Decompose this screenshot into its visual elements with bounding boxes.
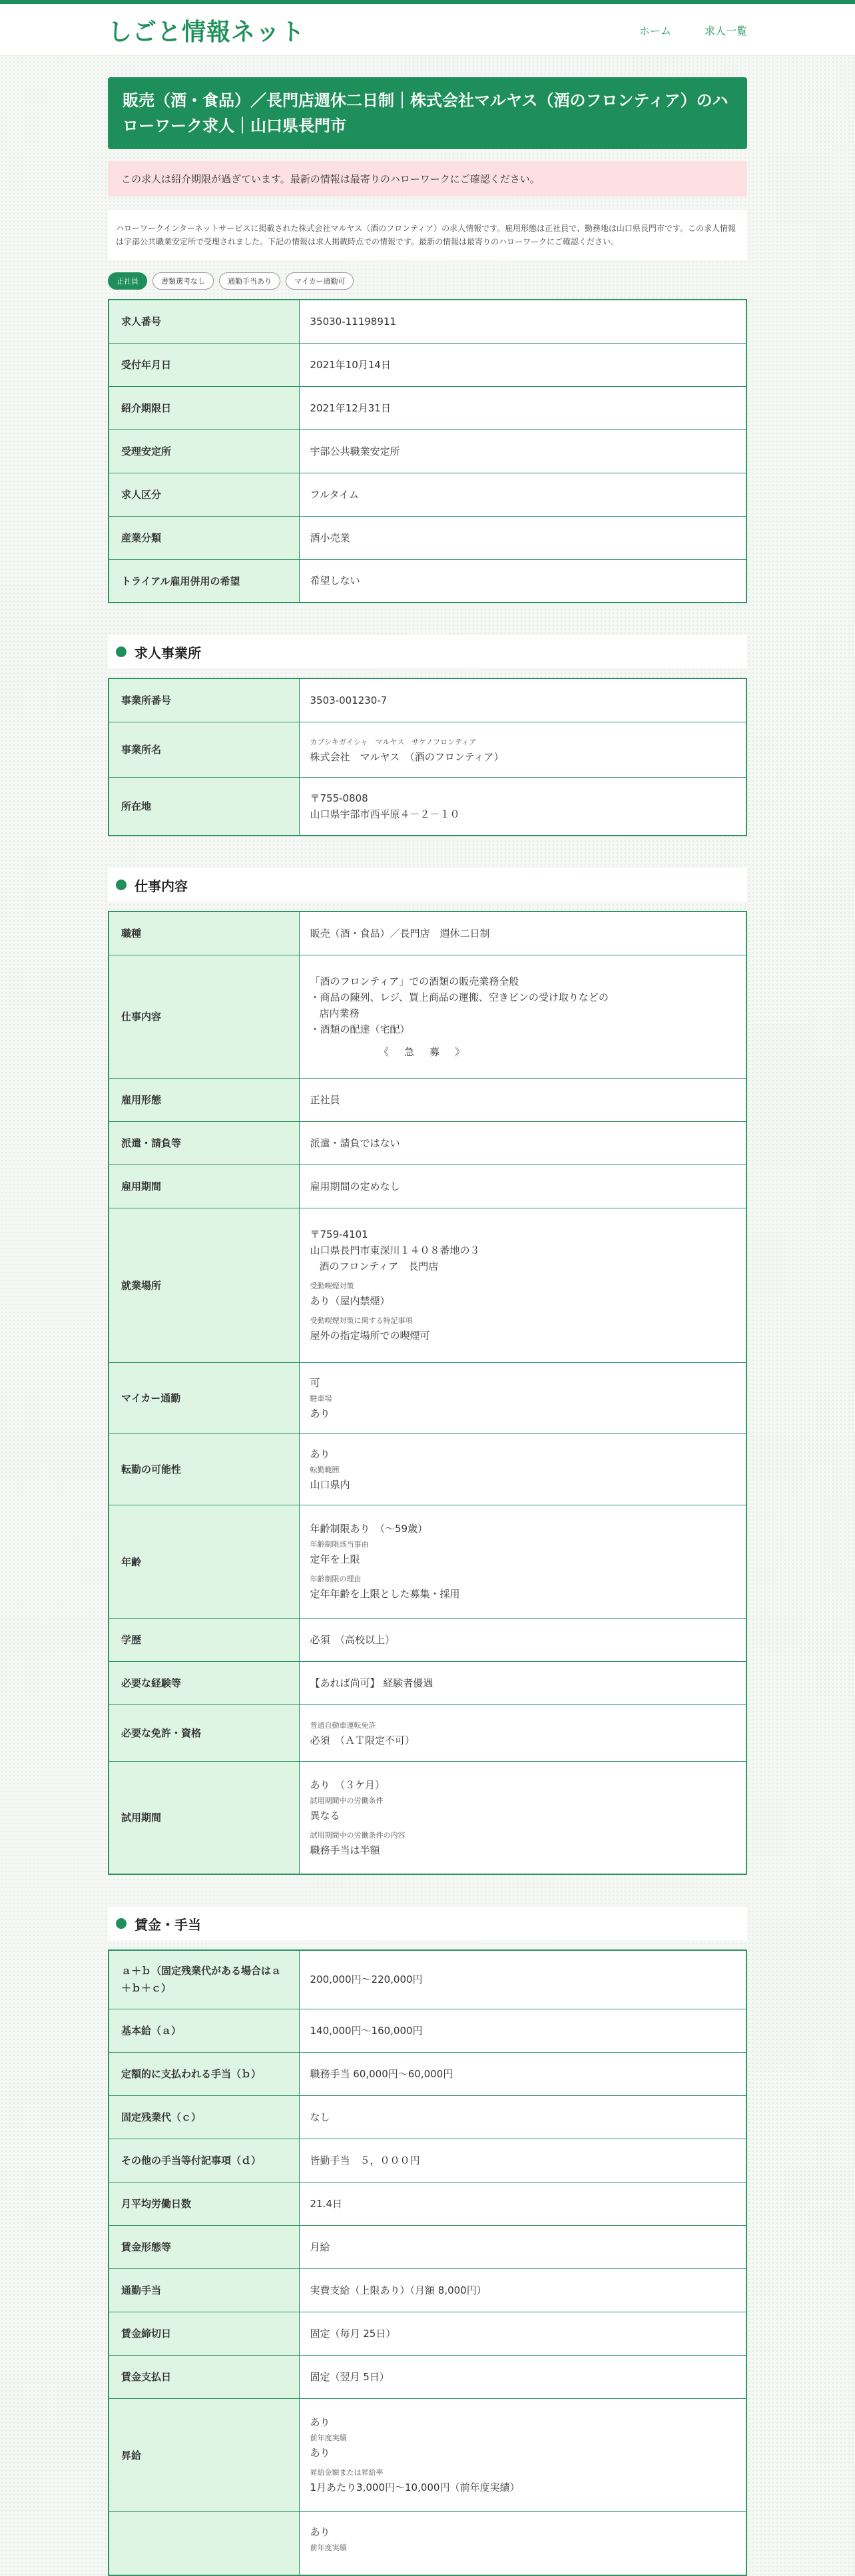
smoking-policy: あり（屋内禁煙） <box>310 1295 390 1307</box>
row-label: トライアル雇用併用の希望 <box>109 559 299 603</box>
table-row <box>109 1121 746 1164</box>
table-row <box>109 2139 746 2182</box>
row-label: 通勤手当 <box>109 2268 299 2312</box>
field-sublabel: 転勤範囲 <box>310 1465 340 1474</box>
age-why: 定年年齢を上限とした募集・採用 <box>310 1588 460 1600</box>
row-label: 派遣・請負等 <box>109 1121 299 1164</box>
workplace-address: 山口県長門市東深川１４０８番地の３ <box>310 1244 480 1256</box>
row-label: 産業分類 <box>109 516 299 559</box>
expired-notice: この求人は紹介期限が過ぎています。最新の情報は最寄りのハローワークにご確認ください。 <box>108 161 747 196</box>
row-value: 実費支給（上限あり）（月額 8,000円） <box>299 2268 746 2312</box>
row-label: 雇用形態 <box>109 1078 299 1121</box>
table-row <box>109 955 746 1078</box>
row-value: なし <box>299 2095 746 2139</box>
table-row <box>109 1078 746 1121</box>
table-row <box>109 722 746 777</box>
row-label: 事業所番号 <box>109 678 299 722</box>
field-sublabel: 試用期間中の労働条件の内容 <box>310 1830 406 1840</box>
table-row <box>109 1704 746 1761</box>
row-label <box>109 2511 299 2575</box>
office-section-heading <box>108 635 747 668</box>
field-sublabel: 試用期間中の労働条件 <box>310 1796 384 1805</box>
table-row <box>109 473 746 516</box>
row-label: 賃金支払日 <box>109 2355 299 2398</box>
trial-condition: 異なる <box>310 1809 340 1822</box>
page-title: 販売（酒・食品）／長門店週休二日制｜株式会社マルヤス（酒のフロンティア）のハローワーク求人｜山口県長門市 <box>108 77 747 149</box>
row-value: 雇用期間の定めなし <box>299 1164 746 1208</box>
intro-text: ハローワークインターネットサービスに掲載された株式会社マルヤス（酒のフロンティア）の求人情報です。雇用形態は正社員で、勤務地は山口県長門市です。この求人情報は宇部公共職業安定所で受理されました。下記の情報は求人掲載時点での情報です。最新の情報は最寄りのハローワークにご確認ください。 <box>108 210 747 260</box>
trial-detail: 職務手当は半額 <box>310 1844 380 1856</box>
row-label: 事業所名 <box>109 722 299 777</box>
table-row <box>109 2182 746 2225</box>
row-value: 2021年12月31日 <box>299 386 746 429</box>
workplace-zip: 〒759-4101 <box>310 1228 368 1240</box>
tag-list <box>108 272 747 290</box>
table-row <box>109 1505 746 1618</box>
table-row <box>109 911 746 955</box>
transfer-value: あり <box>310 1447 330 1460</box>
parking-value: あり <box>310 1407 330 1419</box>
tag-no-screening: 書類選考なし <box>152 272 214 290</box>
row-label: マイカー通勤 <box>109 1362 299 1433</box>
work-table <box>108 911 747 1875</box>
bonus-value: あり <box>310 2525 330 2538</box>
trial-cell <box>299 1761 746 1874</box>
field-sublabel: 年齢制限の理由 <box>310 1575 362 1583</box>
table-row <box>109 559 746 603</box>
row-value: 200,000円〜220,000円 <box>299 1950 746 2009</box>
field-sublabel: 年齢制限該当事由 <box>310 1540 369 1549</box>
office-name: 株式会社 マルヤス （酒のフロンティア） <box>310 750 504 763</box>
raise-previous: あり <box>310 2447 330 2459</box>
table-row <box>109 386 746 429</box>
table-row <box>109 343 746 386</box>
table-row <box>109 429 746 473</box>
row-label: 求人番号 <box>109 300 299 343</box>
wage-table <box>108 1949 747 2576</box>
field-sublabel: 前年度実績 <box>310 2434 347 2442</box>
field-sublabel: 受動喫煙対策に関する特記事項 <box>310 1316 413 1325</box>
table-row <box>109 2095 746 2139</box>
table-row <box>109 1618 746 1661</box>
office-address-cell <box>299 777 746 836</box>
work-section-heading <box>108 868 747 902</box>
raise-cell <box>299 2398 746 2511</box>
smoking-note: 屋外の指定場所での喫煙可 <box>310 1330 430 1342</box>
row-label: 就業場所 <box>109 1208 299 1362</box>
office-table <box>108 678 747 836</box>
bullet-dot-icon <box>116 646 127 657</box>
row-label: ａ＋ｂ（固定残業代がある場合はａ＋ｂ＋ｃ） <box>109 1950 299 2009</box>
bullet-dot-icon <box>116 1918 127 1929</box>
row-label: 求人区分 <box>109 473 299 516</box>
row-label: 受付年月日 <box>109 343 299 386</box>
table-row <box>109 1761 746 1874</box>
row-label: 職種 <box>109 911 299 955</box>
row-label: 月平均労働日数 <box>109 2182 299 2225</box>
row-value: 21.4日 <box>299 2182 746 2225</box>
row-value: 固定（毎月 25日） <box>299 2312 746 2355</box>
trial-period: あり （３ケ月） <box>310 1778 386 1791</box>
row-value: 販売（酒・食品）／長門店 週休二日制 <box>299 911 746 955</box>
workplace-cell <box>299 1208 746 1362</box>
tag-car-commute: マイカー通勤可 <box>286 272 354 290</box>
row-value: 希望しない <box>299 559 746 603</box>
car-commute-cell <box>299 1362 746 1433</box>
bonus-cell <box>299 2511 746 2575</box>
row-label: 年齢 <box>109 1505 299 1618</box>
table-row <box>109 1433 746 1505</box>
table-row <box>109 1362 746 1433</box>
table-row <box>109 2398 746 2511</box>
row-label: 定額的に支払われる手当（ｂ） <box>109 2052 299 2095</box>
bullet-dot-icon <box>116 880 127 890</box>
row-value: 35030-11198911 <box>299 300 746 343</box>
wage-section-heading <box>108 1907 747 1940</box>
row-value: 宇部公共職業安定所 <box>299 429 746 473</box>
office-name-cell <box>299 722 746 777</box>
row-label: 必要な免許・資格 <box>109 1704 299 1761</box>
section-heading-text: 仕事内容 <box>135 878 188 894</box>
table-row <box>109 1164 746 1208</box>
age-cell <box>299 1505 746 1618</box>
table-row <box>109 2511 746 2575</box>
field-sublabel: 受動喫煙対策 <box>310 1282 354 1290</box>
row-label: 雇用期間 <box>109 1164 299 1208</box>
row-label: その他の手当等付記事項（ｄ） <box>109 2139 299 2182</box>
job-description-cell <box>299 955 746 1078</box>
table-row <box>109 2268 746 2312</box>
desc-line: 店内業務 <box>319 1007 360 1019</box>
nav-jobs-link[interactable]: 求人一覧 <box>704 24 747 37</box>
row-label: 仕事内容 <box>109 955 299 1078</box>
row-label: 受理安定所 <box>109 429 299 473</box>
site-logo[interactable]: しごと情報ネット <box>108 18 306 46</box>
license-cell <box>299 1704 746 1761</box>
row-label: 固定残業代（ｃ） <box>109 2095 299 2139</box>
row-label: 賃金締切日 <box>109 2312 299 2355</box>
office-address: 山口県宇部市西平原４－２－１０ <box>310 808 460 820</box>
transfer-scope: 山口県内 <box>310 1478 350 1491</box>
age-limit: 年齢制限あり （～59歳） <box>310 1523 428 1535</box>
row-value: 140,000円〜160,000円 <box>299 2009 746 2052</box>
field-sublabel: 普通自動車運転免許 <box>310 1720 376 1730</box>
row-value: 【あれば尚可】 経験者優遇 <box>299 1661 746 1704</box>
table-row <box>109 2009 746 2052</box>
main-content <box>108 77 747 2576</box>
table-row <box>109 1208 746 1362</box>
desc-line: ・商品の陳列、レジ、買上商品の運搬、空きビンの受け取りなどの <box>310 991 609 1003</box>
row-label: 学歴 <box>109 1618 299 1661</box>
row-label: 転勤の可能性 <box>109 1433 299 1505</box>
row-value: 必須 （高校以上） <box>299 1618 746 1661</box>
office-zip: 〒755-0808 <box>310 792 368 804</box>
section-heading-text: 賃金・手当 <box>135 1916 201 1933</box>
field-sublabel: 前年度実績 <box>310 2543 347 2552</box>
row-value: 職務手当 60,000円〜60,000円 <box>299 2052 746 2095</box>
row-value: 固定（翌月 5日） <box>299 2355 746 2398</box>
office-name-kana: カブシキガイシャ マルヤス サケノフロンティア <box>310 737 477 746</box>
table-row <box>109 1950 746 2009</box>
field-sublabel: 昇給金額または昇給率 <box>310 2468 384 2477</box>
row-label: 基本給（ａ） <box>109 2009 299 2052</box>
row-label: 必要な経験等 <box>109 1661 299 1704</box>
row-value: 正社員 <box>299 1078 746 1121</box>
transfer-cell <box>299 1433 746 1505</box>
row-value: 派遣・請負ではない <box>299 1121 746 1164</box>
license-value: 必須 （ＡＴ限定不可） <box>310 1734 416 1746</box>
row-value: 2021年10月14日 <box>299 343 746 386</box>
raise-amount: 1月あたり3,000円〜10,000円（前年度実績） <box>310 2481 520 2493</box>
table-row <box>109 1661 746 1704</box>
age-reason: 定年を上限 <box>310 1553 360 1565</box>
main-nav <box>639 23 747 38</box>
row-label: 試用期間 <box>109 1761 299 1874</box>
row-value: フルタイム <box>299 473 746 516</box>
section-heading-text: 求人事業所 <box>135 644 201 661</box>
row-label: 昇給 <box>109 2398 299 2511</box>
row-label: 所在地 <box>109 777 299 836</box>
car-commute-value: 可 <box>310 1376 320 1389</box>
table-row <box>109 678 746 722</box>
row-value: 月給 <box>299 2225 746 2268</box>
table-row <box>109 777 746 836</box>
row-value: 酒小売業 <box>299 516 746 559</box>
table-row <box>109 2355 746 2398</box>
table-row <box>109 2052 746 2095</box>
field-sublabel: 駐車場 <box>310 1394 332 1403</box>
row-label: 紹介期限日 <box>109 386 299 429</box>
workplace-name: 酒のフロンティア 長門店 <box>319 1260 439 1272</box>
basic-info-table <box>108 299 747 603</box>
tag-commute-allowance: 通勤手当あり <box>219 272 280 290</box>
row-label: 賃金形態等 <box>109 2225 299 2268</box>
row-value: 3503-001230-7 <box>299 678 746 722</box>
urgent-label: 《 急 募 》 <box>378 1045 467 1058</box>
table-row <box>109 2312 746 2355</box>
row-value: 皆勤手当 ５，０００円 <box>299 2139 746 2182</box>
table-row <box>109 516 746 559</box>
table-row <box>109 300 746 343</box>
nav-home-link[interactable]: ホーム <box>639 24 671 37</box>
desc-line: 「酒のフロンティア」での酒類の販売業務全般 <box>310 975 519 987</box>
raise-value: あり <box>310 2416 330 2428</box>
desc-line: ・酒類の配達（宅配） <box>310 1023 410 1035</box>
tag-employment: 正社員 <box>108 272 147 290</box>
site-header <box>0 4 855 56</box>
table-row <box>109 2225 746 2268</box>
